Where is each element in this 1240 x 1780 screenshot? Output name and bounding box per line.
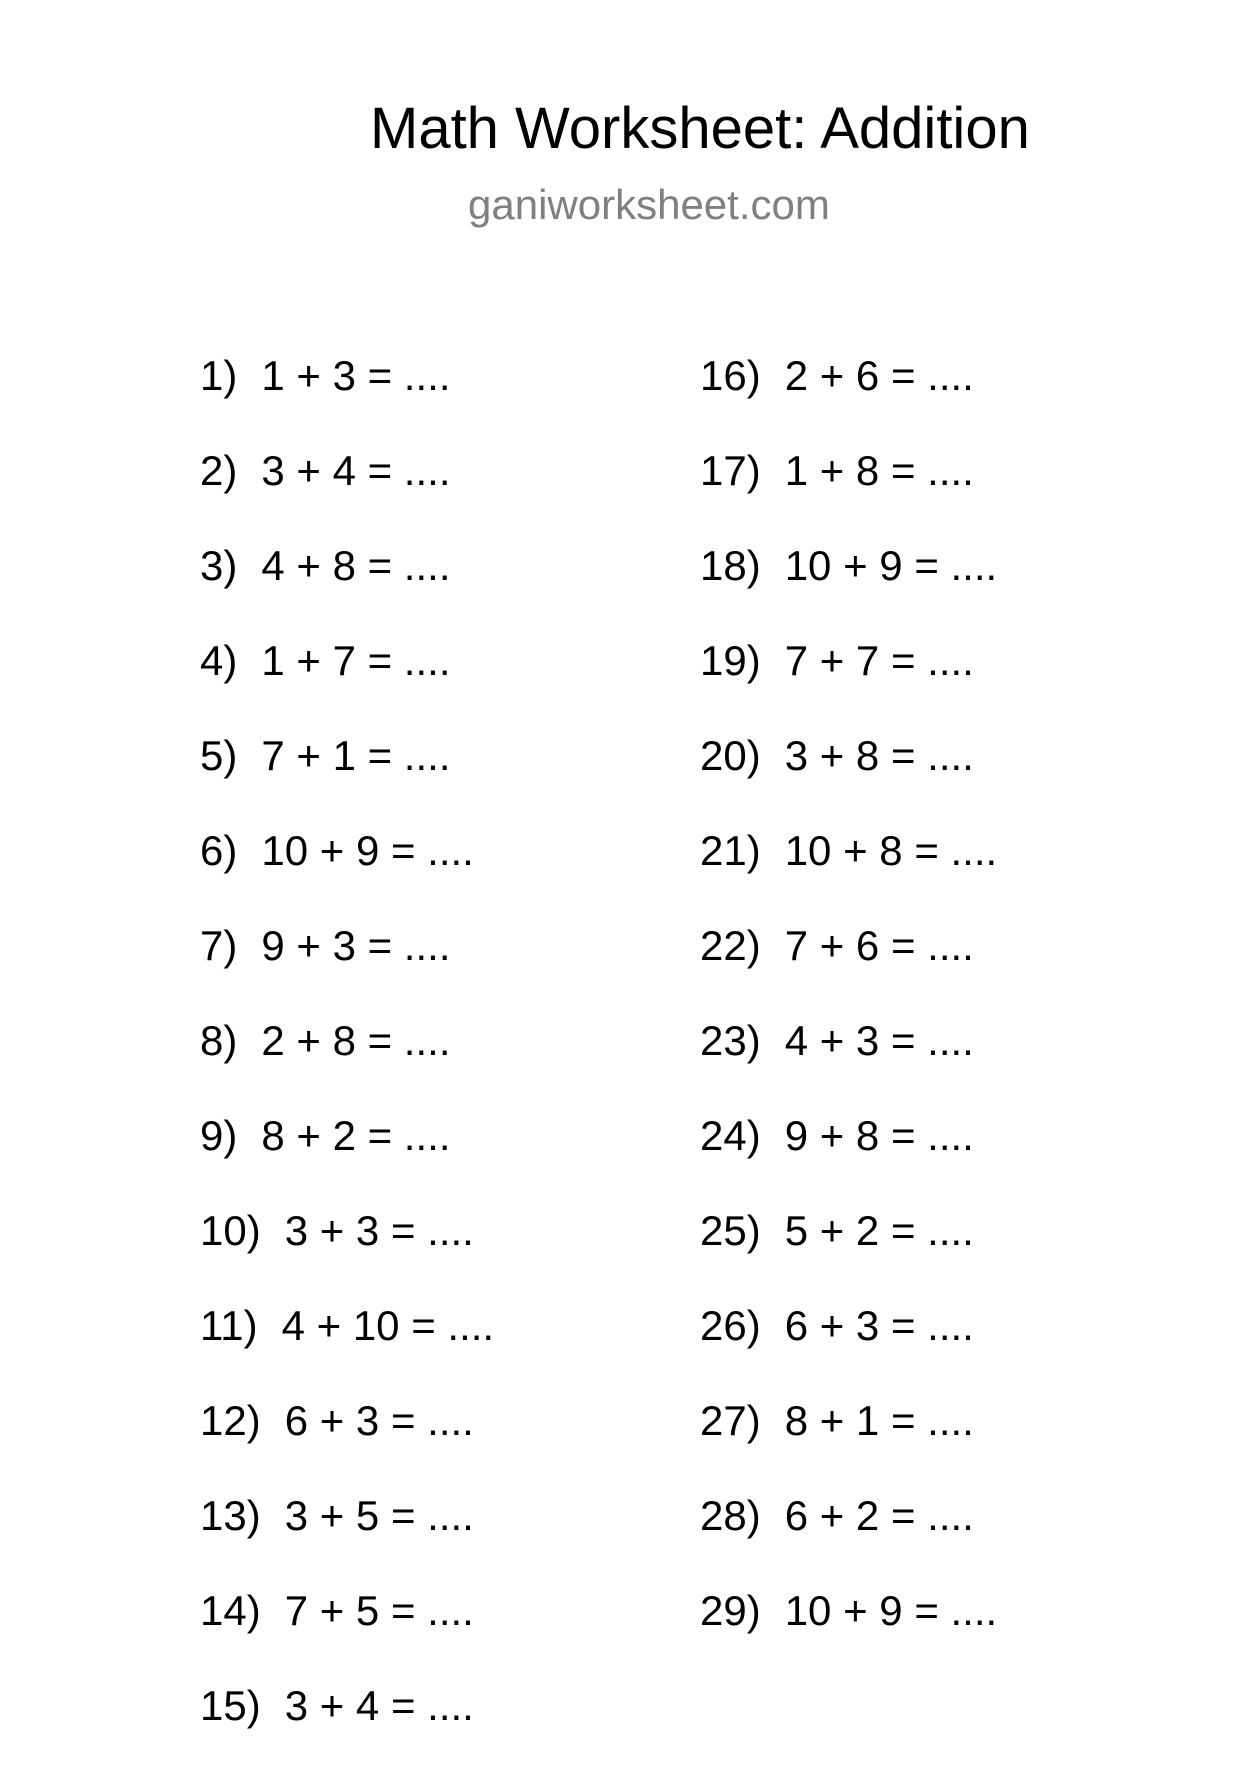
problem-item <box>200 542 494 640</box>
problem-number: 22) <box>700 922 761 969</box>
problem-number: 8) <box>200 1017 238 1064</box>
problem-item <box>700 542 998 640</box>
problem-number: 3) <box>200 542 238 589</box>
problem-expression: 7 + 6 = .... <box>784 922 974 969</box>
problem-expression: 10 + 8 = .... <box>784 827 998 874</box>
problem-column-right <box>700 352 998 1685</box>
problem-item <box>700 827 998 925</box>
problem-item <box>200 1112 494 1210</box>
problem-expression: 1 + 8 = .... <box>784 447 974 494</box>
problem-item <box>200 447 494 545</box>
problem-number: 12) <box>200 1397 261 1444</box>
problem-number: 13) <box>200 1492 261 1539</box>
problem-expression: 1 + 3 = .... <box>261 352 451 399</box>
problem-expression: 5 + 2 = .... <box>784 1207 974 1254</box>
problem-number: 20) <box>700 732 761 779</box>
problem-number: 16) <box>700 352 761 399</box>
problem-column-left <box>200 352 495 1780</box>
problem-number: 2) <box>200 447 238 494</box>
problem-item <box>700 352 997 450</box>
problem-item <box>200 1397 494 1495</box>
problem-expression: 8 + 2 = .... <box>261 1112 451 1159</box>
problem-number: 6) <box>200 827 238 874</box>
problem-item <box>200 637 494 735</box>
problem-item <box>700 447 997 545</box>
problem-item <box>200 1682 494 1780</box>
problem-number: 19) <box>700 637 761 684</box>
problem-expression: 10 + 9 = .... <box>784 1587 998 1634</box>
problem-expression: 3 + 4 = .... <box>284 1682 474 1729</box>
problem-expression: 4 + 3 = .... <box>784 1017 974 1064</box>
problem-item <box>700 637 997 735</box>
problem-expression: 2 + 6 = .... <box>784 352 974 399</box>
problem-number: 5) <box>200 732 238 779</box>
problem-expression: 2 + 8 = .... <box>261 1017 451 1064</box>
problem-item <box>200 922 494 1020</box>
problem-expression: 3 + 5 = .... <box>284 1492 474 1539</box>
problem-item <box>700 1302 997 1400</box>
problem-expression: 6 + 3 = .... <box>784 1302 974 1349</box>
problem-expression: 7 + 5 = .... <box>284 1587 474 1634</box>
problem-number: 9) <box>200 1112 238 1159</box>
problem-number: 24) <box>700 1112 761 1159</box>
problem-number: 17) <box>700 447 761 494</box>
problem-item <box>700 1587 998 1685</box>
problem-number: 1) <box>200 352 238 399</box>
problem-item <box>700 1017 997 1115</box>
problem-expression: 10 + 9 = .... <box>784 542 998 589</box>
problem-item <box>200 827 494 925</box>
problem-number: 4) <box>200 637 238 684</box>
problem-number: 25) <box>700 1207 761 1254</box>
problem-number: 27) <box>700 1397 761 1444</box>
problem-expression: 9 + 3 = .... <box>261 922 451 969</box>
problem-number: 7) <box>200 922 238 969</box>
problem-number: 26) <box>700 1302 761 1349</box>
problem-item <box>700 1207 997 1305</box>
problem-number: 28) <box>700 1492 761 1539</box>
problem-item <box>200 1207 494 1305</box>
problem-item <box>700 1112 997 1210</box>
problem-number: 11) <box>200 1302 258 1349</box>
problem-expression: 9 + 8 = .... <box>784 1112 974 1159</box>
problem-item <box>700 1492 997 1590</box>
problem-number: 29) <box>700 1587 761 1634</box>
problem-expression: 3 + 8 = .... <box>784 732 974 779</box>
problem-expression: 4 + 8 = .... <box>261 542 451 589</box>
problem-number: 15) <box>200 1682 261 1729</box>
problem-item <box>700 732 997 830</box>
page-title: Math Worksheet: Addition <box>370 96 1030 161</box>
problem-expression: 4 + 10 = .... <box>281 1302 495 1349</box>
problem-expression: 3 + 3 = .... <box>284 1207 474 1254</box>
problem-number: 18) <box>700 542 761 589</box>
problem-item <box>200 1017 494 1115</box>
problem-item <box>200 732 494 830</box>
problem-number: 23) <box>700 1017 761 1064</box>
problem-item <box>200 1587 494 1685</box>
problem-expression: 7 + 7 = .... <box>784 637 974 684</box>
problem-expression: 3 + 4 = .... <box>261 447 451 494</box>
problem-number: 10) <box>200 1207 261 1254</box>
problem-item <box>700 1397 997 1495</box>
problem-expression: 1 + 7 = .... <box>261 637 451 684</box>
problem-expression: 6 + 3 = .... <box>284 1397 474 1444</box>
problem-expression: 6 + 2 = .... <box>784 1492 974 1539</box>
problem-number: 14) <box>200 1587 261 1634</box>
problem-expression: 7 + 1 = .... <box>261 732 451 779</box>
problem-expression: 10 + 9 = .... <box>261 827 474 874</box>
source-website: ganiworksheet.com <box>468 181 830 228</box>
problem-item <box>200 352 494 450</box>
problem-expression: 8 + 1 = .... <box>784 1397 974 1444</box>
problem-number: 21) <box>700 827 761 874</box>
problem-item <box>700 922 997 1020</box>
problem-item <box>200 1302 495 1400</box>
problem-item <box>200 1492 494 1590</box>
